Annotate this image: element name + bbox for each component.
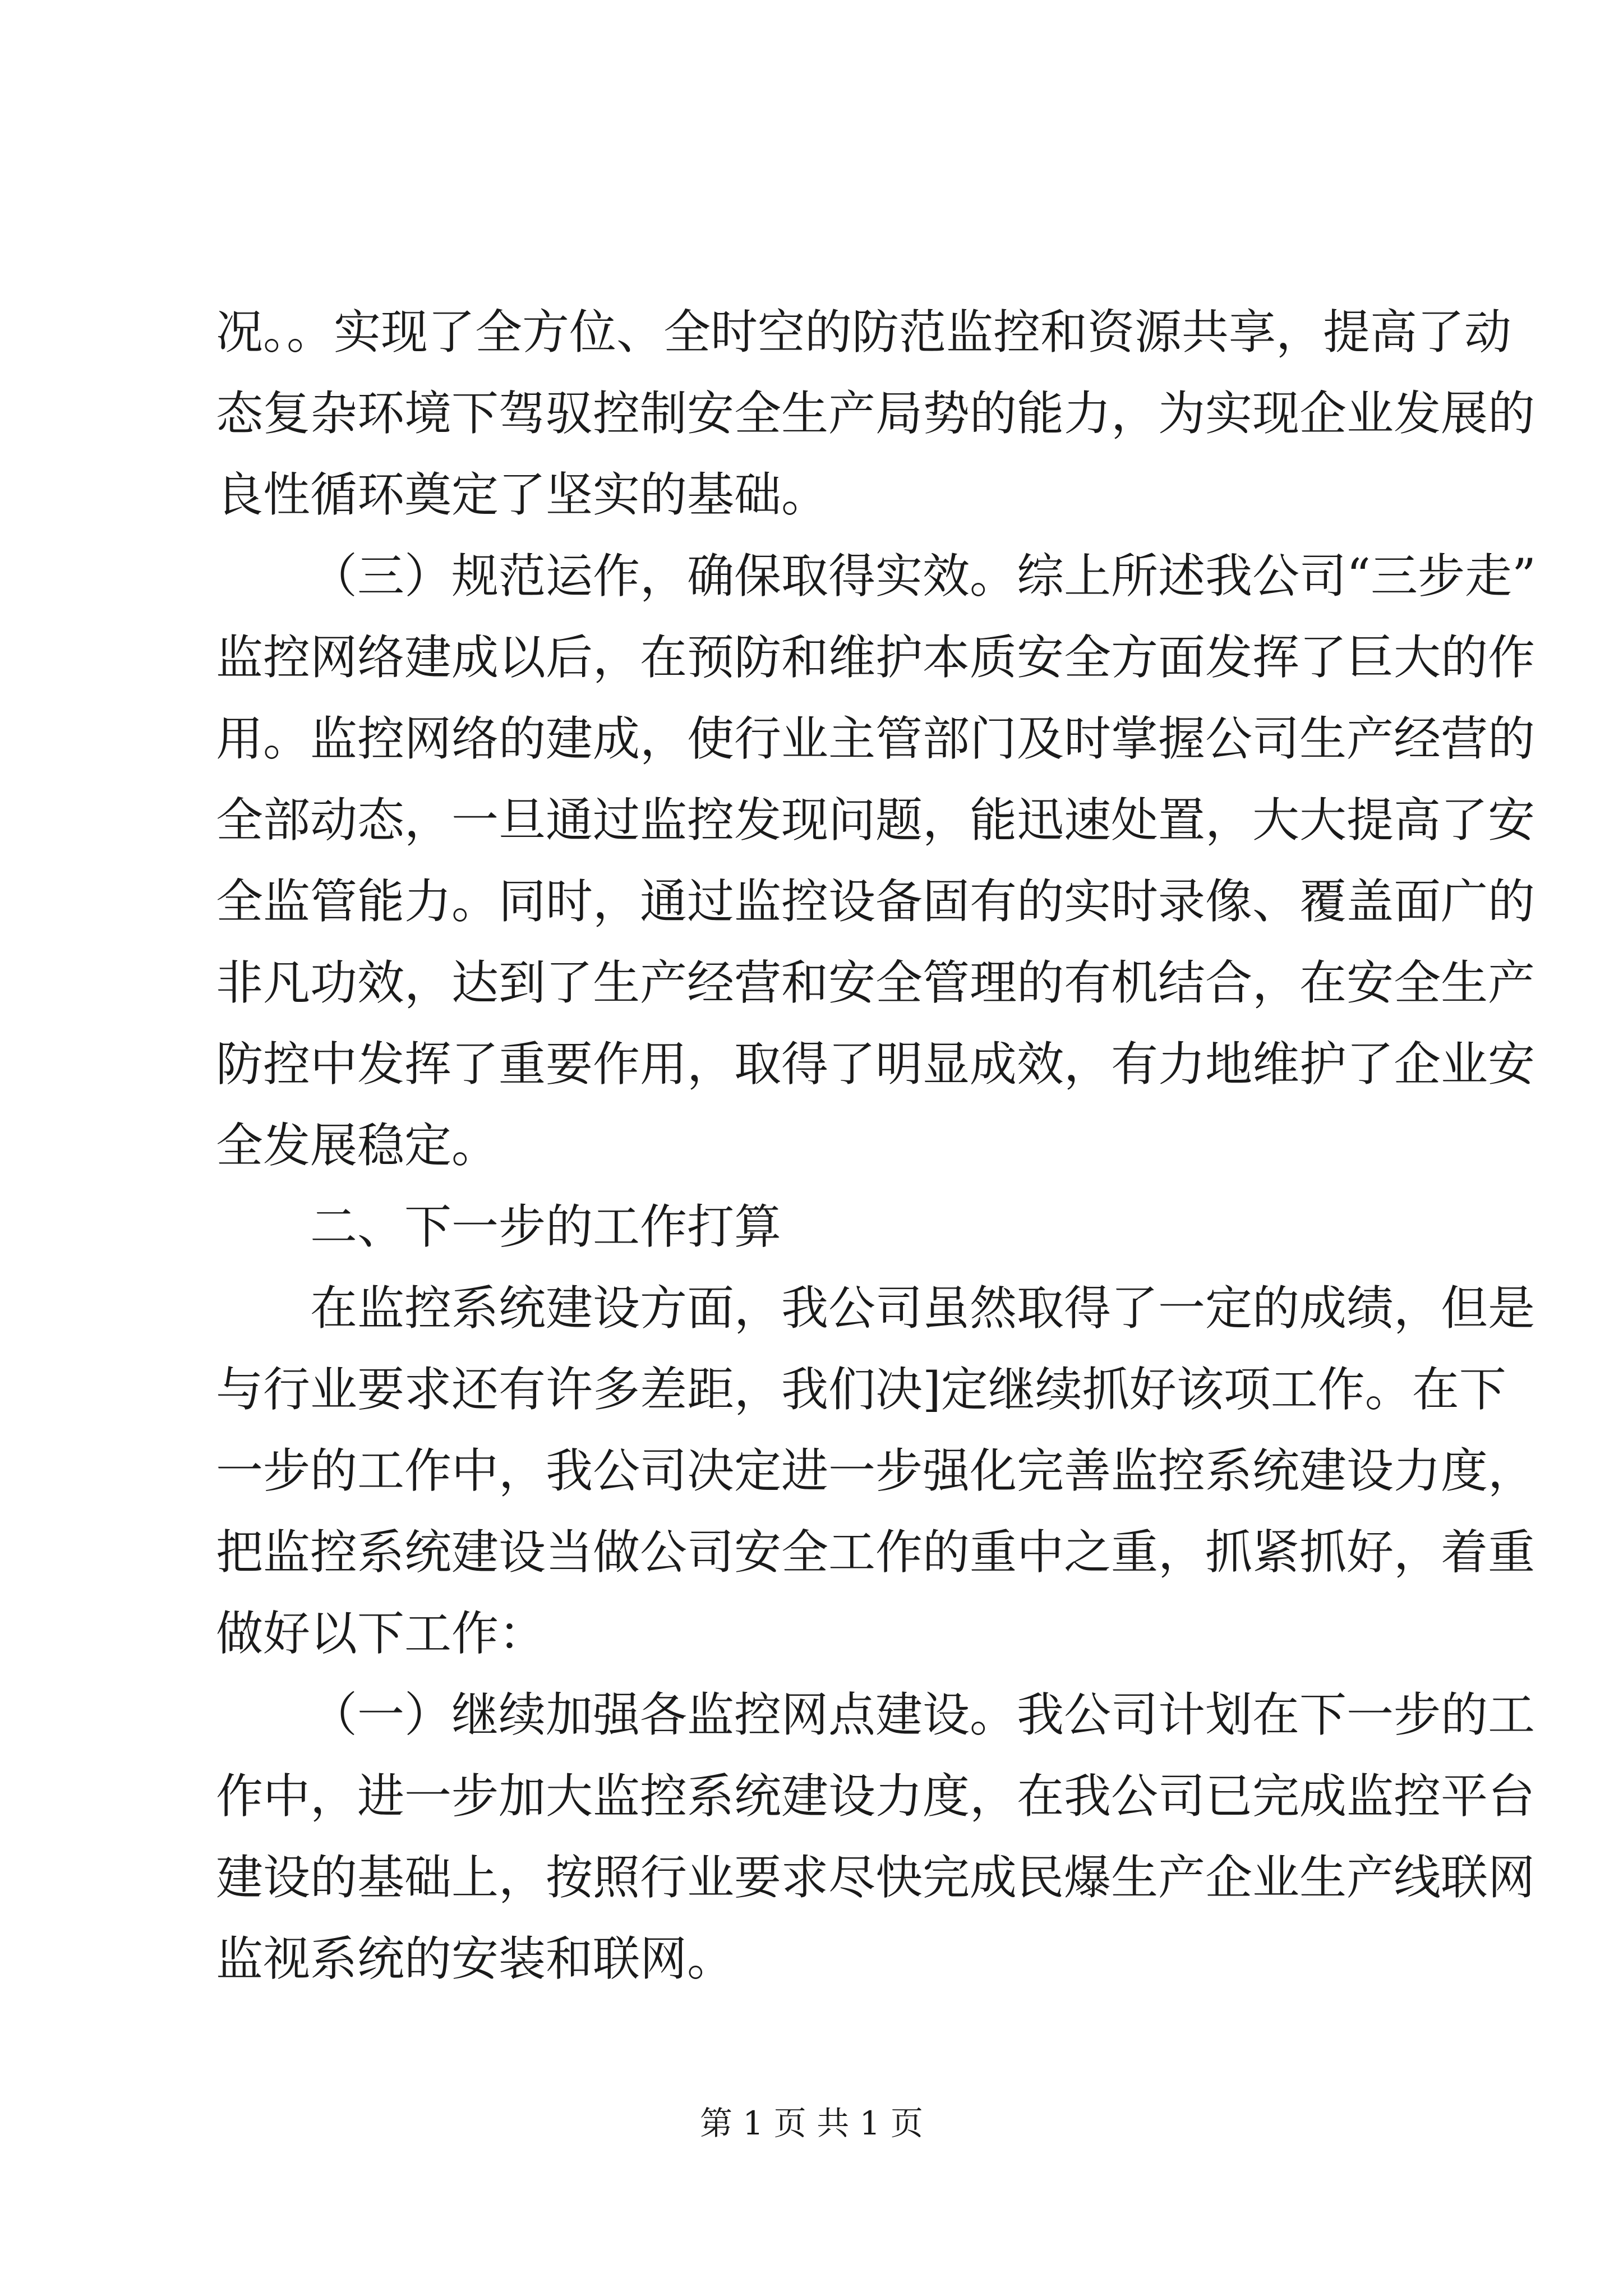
page-number-footer: 第 1 页 共 1 页 (700, 2104, 923, 2142)
text-line: 全监管能力。同时，通过监控设备固有的实时录像、覆盖面广的 (216, 874, 1536, 929)
text-line: 监控网络建成以后，在预防和维护本质安全方面发挥了巨大的作 (216, 630, 1536, 685)
text-line: 建设的基础上，按照行业要求尽快完成民爆生产企业生产线联网 (216, 1850, 1536, 1905)
text-line: （三）规范运作，确保取得实效。综上所述我公司“三步走” (310, 549, 1536, 604)
text-line: 全部动态，一旦通过监控发现问题，能迅速处置，大大提高了安 (216, 793, 1536, 848)
text-line: 防控中发挥了重要作用，取得了明显成效，有力地维护了企业安 (216, 1037, 1536, 1092)
text-line: 一步的工作中，我公司决定进一步强化完善监控系统建设力度， (216, 1443, 1536, 1498)
text-line: 作中，进一步加大监控系统建设力度，在我公司已完成监控平台 (216, 1769, 1536, 1824)
text-line: 全发展稳定。 (216, 1118, 499, 1173)
text-line: 态复杂环境下驾驭控制安全生产局势的能力，为实现企业发展的 (216, 386, 1536, 441)
text-line: 与行业要求还有许多差距，我们决]定继续抓好该项工作。在下 (216, 1362, 1506, 1417)
section-heading: 二、下一步的工作打算 (310, 1199, 782, 1254)
text-line: （一）继续加强各监控网点建设。我公司计划在下一步的工 (310, 1687, 1536, 1742)
text-line: 非凡功效，达到了生产经营和安全管理的有机结合，在安全生产 (216, 955, 1536, 1010)
text-line: 况。。实现了全方位、全时空的防范监控和资源共享，提高了动 (216, 305, 1512, 360)
text-line: 监视系统的安装和联网。 (216, 1931, 735, 1986)
text-line: 在监控系统建设方面，我公司虽然取得了一定的成绩，但是 (310, 1281, 1536, 1336)
text-line: 用。监控网络的建成，使行业主管部门及时掌握公司生产经营的 (216, 711, 1536, 766)
text-line: 良性循环奠定了坚实的基础。 (216, 467, 829, 522)
text-line: 做好以下工作： (216, 1606, 546, 1661)
text-line: 把监控系统建设当做公司安全工作的重中之重，抓紧抓好，着重 (216, 1525, 1536, 1580)
